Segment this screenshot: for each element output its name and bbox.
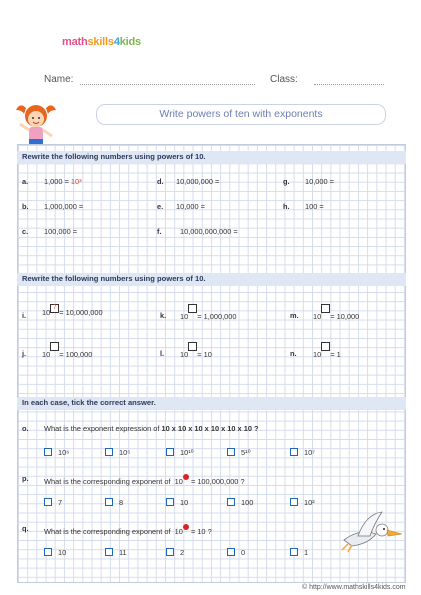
q-o-option4: 5¹⁰ — [241, 448, 251, 457]
s2-item-m: 10 = 10,000 — [313, 304, 359, 321]
worksheet-title: Write powers of ten with exponents — [96, 104, 386, 125]
s2-label-m: m. — [290, 311, 299, 320]
s2-label-n: n. — [290, 349, 297, 358]
q-p-option4-checkbox[interactable] — [227, 498, 235, 506]
name-label: Name: — [44, 74, 74, 85]
q-q-option5-checkbox[interactable] — [290, 548, 298, 556]
name-line — [80, 84, 255, 85]
s1-label-b: b. — [22, 202, 29, 211]
s2-item-n: 10 = 1 — [313, 342, 341, 359]
s1-label-e: e. — [157, 202, 164, 211]
s2-item-k: 10 = 1,000,000 — [180, 304, 236, 321]
q-p-option2-checkbox[interactable] — [105, 498, 113, 506]
s2-label-i: i. — [22, 311, 27, 320]
q-p-option3: 10 — [180, 498, 189, 507]
q-p-option5-checkbox[interactable] — [290, 498, 298, 506]
site-logo: mathskills4kids — [62, 36, 141, 48]
q-p-option2: 8 — [119, 498, 124, 507]
s1-label-g: g. — [283, 177, 290, 186]
s2-item-l: 10 = 10 — [180, 342, 212, 359]
q-q-option4-checkbox[interactable] — [227, 548, 235, 556]
q-o-option3: 10¹⁰ — [180, 448, 194, 457]
s1-item-a: 1,000 = 10³ — [44, 177, 82, 186]
q-q-option4: 0 — [241, 548, 246, 557]
s1-item-c: 100,000 = — [44, 227, 78, 236]
q-p-text: What is the corresponding exponent of 10 = 100,000,000 ? — [44, 474, 245, 486]
q-o-label: o. — [22, 424, 29, 433]
s1-item-d: 10,000,000 = — [176, 177, 220, 186]
q-q-option2: 11 — [119, 548, 127, 557]
q-p-option1: 7 — [58, 498, 63, 507]
exponent-dot — [183, 524, 189, 530]
q-o-text: What is the exponent expression of 10 x 10 x 10 x 10 x 10 x 10 ? — [44, 424, 259, 433]
q-q-label: q. — [22, 524, 29, 533]
section3-heading: In each case, tick the correct answer. — [22, 398, 156, 407]
q-q-option3-checkbox[interactable] — [166, 548, 174, 556]
s2-item-j: 10 = 100,000 — [42, 342, 92, 359]
q-p-label: p. — [22, 474, 29, 483]
q-p-option4: 100 — [241, 498, 254, 507]
q-q-option3: 2 — [180, 548, 185, 557]
q-q-option5: 1 — [304, 548, 309, 557]
s1-label-c: c. — [22, 227, 29, 236]
section2-heading: Rewrite the following numbers using powers of 10. — [22, 274, 206, 283]
s1-label-h: h. — [283, 202, 290, 211]
q-q-text: What is the corresponding exponent of 10 = 10 ? — [44, 524, 212, 536]
s1-item-b: 1,000,000 = — [44, 202, 84, 211]
s2-item-i: 10 7 = 10,000,000 — [42, 305, 103, 317]
s1-label-f: f. — [157, 227, 162, 236]
class-line — [314, 84, 384, 85]
q-p-option5: 10² — [304, 498, 315, 507]
q-p-option3-checkbox[interactable] — [166, 498, 174, 506]
q-q-option2-checkbox[interactable] — [105, 548, 113, 556]
exponent-dot — [183, 474, 189, 480]
s1-item-f: 10,000,000,000 = — [180, 227, 238, 236]
class-label: Class: — [270, 74, 298, 85]
section1-heading: Rewrite the following numbers using powers of 10. — [22, 152, 206, 161]
q-o-option4-checkbox[interactable] — [227, 448, 235, 456]
q-o-option2: 10⁵ — [119, 448, 131, 457]
s2-label-k: k. — [160, 311, 167, 320]
s1-item-e: 10,000 = — [176, 202, 205, 211]
s1-label-d: d. — [157, 177, 164, 186]
q-o-option5-checkbox[interactable] — [290, 448, 298, 456]
s1-item-h: 100 = — [305, 202, 324, 211]
q-q-option1: 10 — [58, 548, 67, 557]
q-o-option1: 10⁶ — [58, 448, 70, 457]
q-o-option2-checkbox[interactable] — [105, 448, 113, 456]
q-q-option1-checkbox[interactable] — [44, 548, 52, 556]
footer-url: © http://www.mathskills4kids.com — [302, 584, 406, 591]
q-o-option5: 10⁷ — [304, 448, 315, 457]
s1-item-g: 10,000 = — [305, 177, 334, 186]
s2-label-l: l. — [160, 349, 165, 358]
q-p-option1-checkbox[interactable] — [44, 498, 52, 506]
q-o-option1-checkbox[interactable] — [44, 448, 52, 456]
q-o-option3-checkbox[interactable] — [166, 448, 174, 456]
pelican-illustration — [338, 510, 404, 554]
s1-label-a: a. — [22, 177, 29, 186]
s2-label-j: j. — [22, 349, 27, 358]
